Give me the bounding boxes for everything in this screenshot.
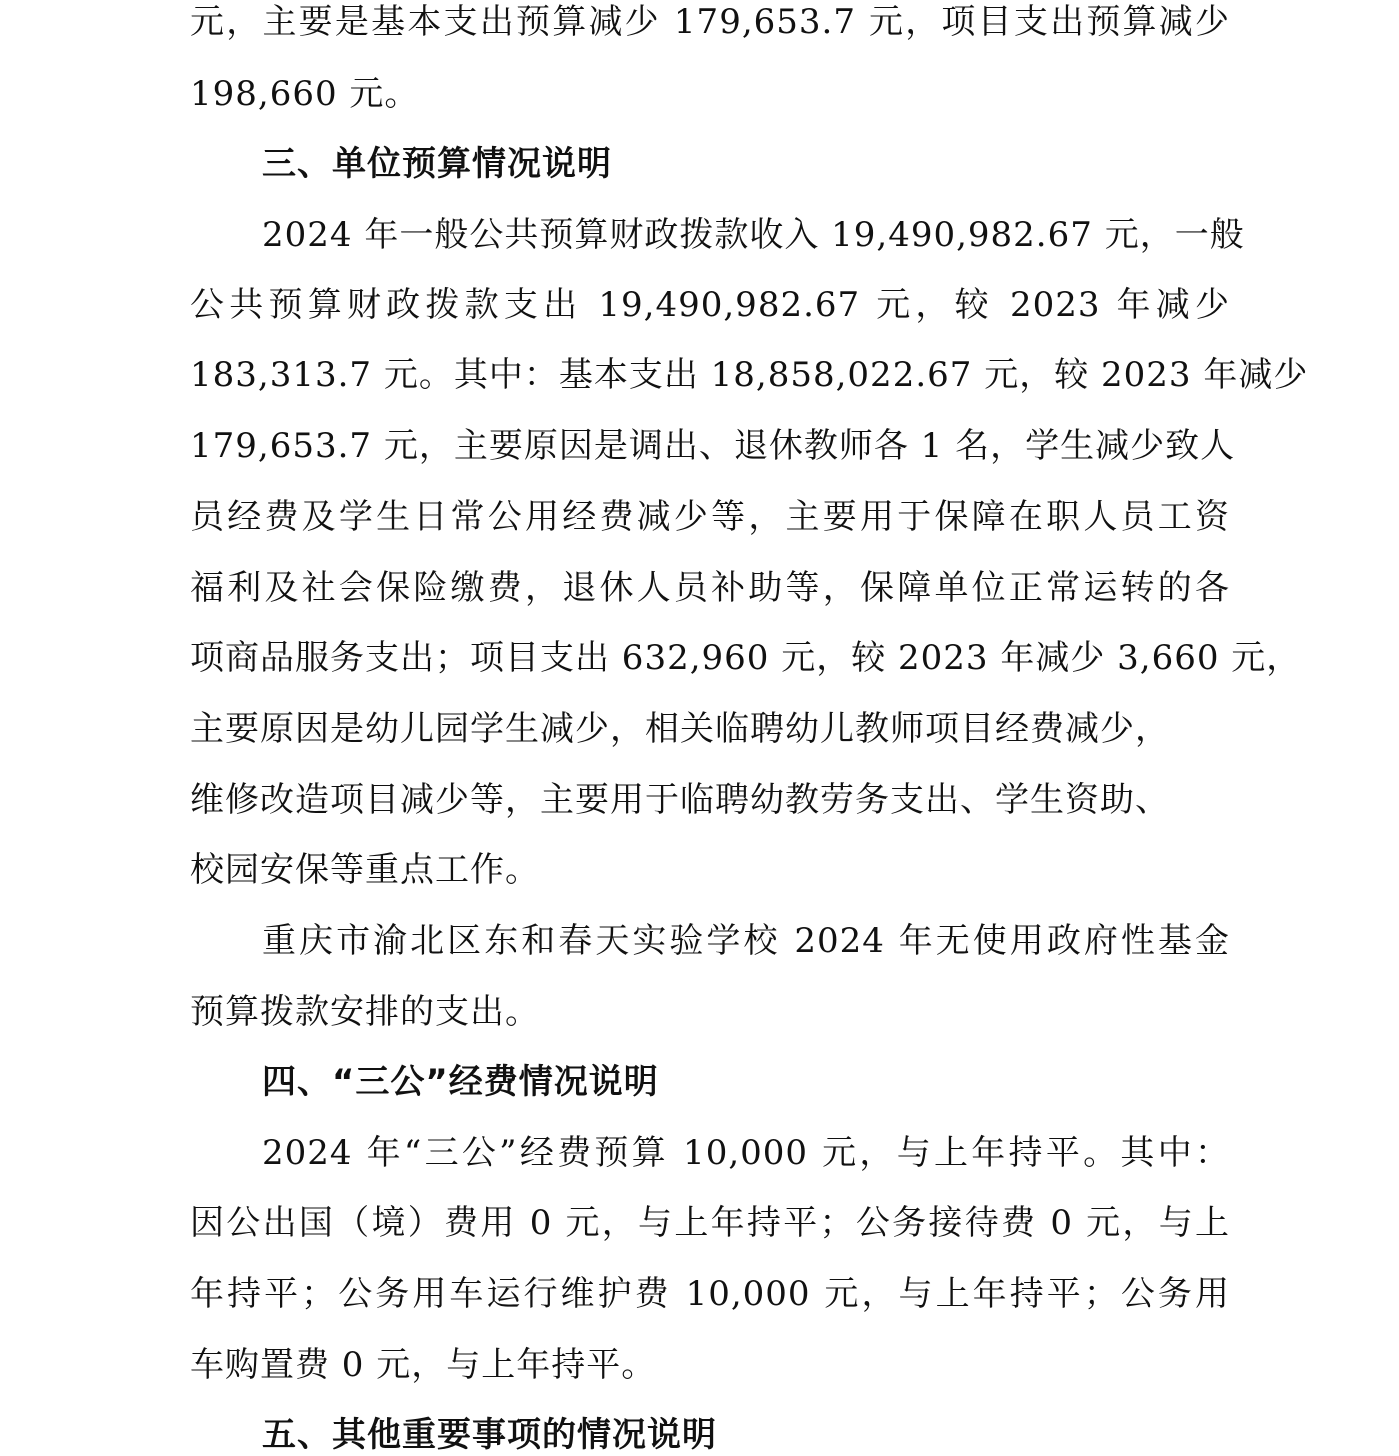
paragraph-line: 2024 年“三公”经费预算 10,000 元，与上年持平。其中： [262, 1133, 1230, 1173]
paragraph-line: 重庆市渝北区东和春天实验学校 2024 年无使用政府性基金 [262, 921, 1230, 961]
paragraph-line: 183,313.7 元。其中：基本支出 18,858,022.67 元，较 2023 年减少 [190, 355, 1309, 395]
intro-line-1: 元，主要是基本支出预算减少 179,653.7 元，项目支出预算减少 [190, 2, 1230, 42]
section-heading-4: 四、“三公”经费情况说明 [262, 1062, 659, 1102]
paragraph-line: 公共预算财政拨款支出 19,490,982.67 元，较 2023 年减少 [190, 285, 1230, 325]
paragraph-line: 因公出国（境）费用 0 元，与上年持平；公务接待费 0 元，与上 [190, 1203, 1230, 1243]
paragraph-line: 校园安保等重点工作。 [190, 850, 540, 890]
paragraph-line: 车购置费 0 元，与上年持平。 [190, 1345, 657, 1385]
paragraph-line: 项商品服务支出；项目支出 632,960 元，较 2023 年减少 3,660 元， [190, 638, 1302, 678]
paragraph-line: 2024 年一般公共预算财政拨款收入 19,490,982.67 元，一般 [262, 215, 1245, 255]
paragraph-line: 年持平；公务用车运行维护费 10,000 元，与上年持平；公务用 [190, 1274, 1230, 1314]
paragraph-line: 179,653.7 元，主要原因是调出、退休教师各 1 名，学生减少致人 [190, 426, 1236, 466]
section-heading-3: 三、单位预算情况说明 [262, 144, 612, 184]
paragraph-line: 员经费及学生日常公用经费减少等，主要用于保障在职人员工资 [190, 497, 1230, 537]
section-heading-5: 五、其他重要事项的情况说明 [262, 1415, 717, 1455]
paragraph-line: 预算拨款安排的支出。 [190, 992, 540, 1032]
paragraph-line: 主要原因是幼儿园学生减少，相关临聘幼儿教师项目经费减少， [190, 709, 1170, 749]
paragraph-line: 福利及社会保险缴费，退休人员补助等，保障单位正常运转的各 [190, 568, 1230, 608]
intro-line-2: 198,660 元。 [190, 74, 420, 114]
paragraph-line: 维修改造项目减少等，主要用于临聘幼教劳务支出、学生资助、 [190, 780, 1170, 820]
